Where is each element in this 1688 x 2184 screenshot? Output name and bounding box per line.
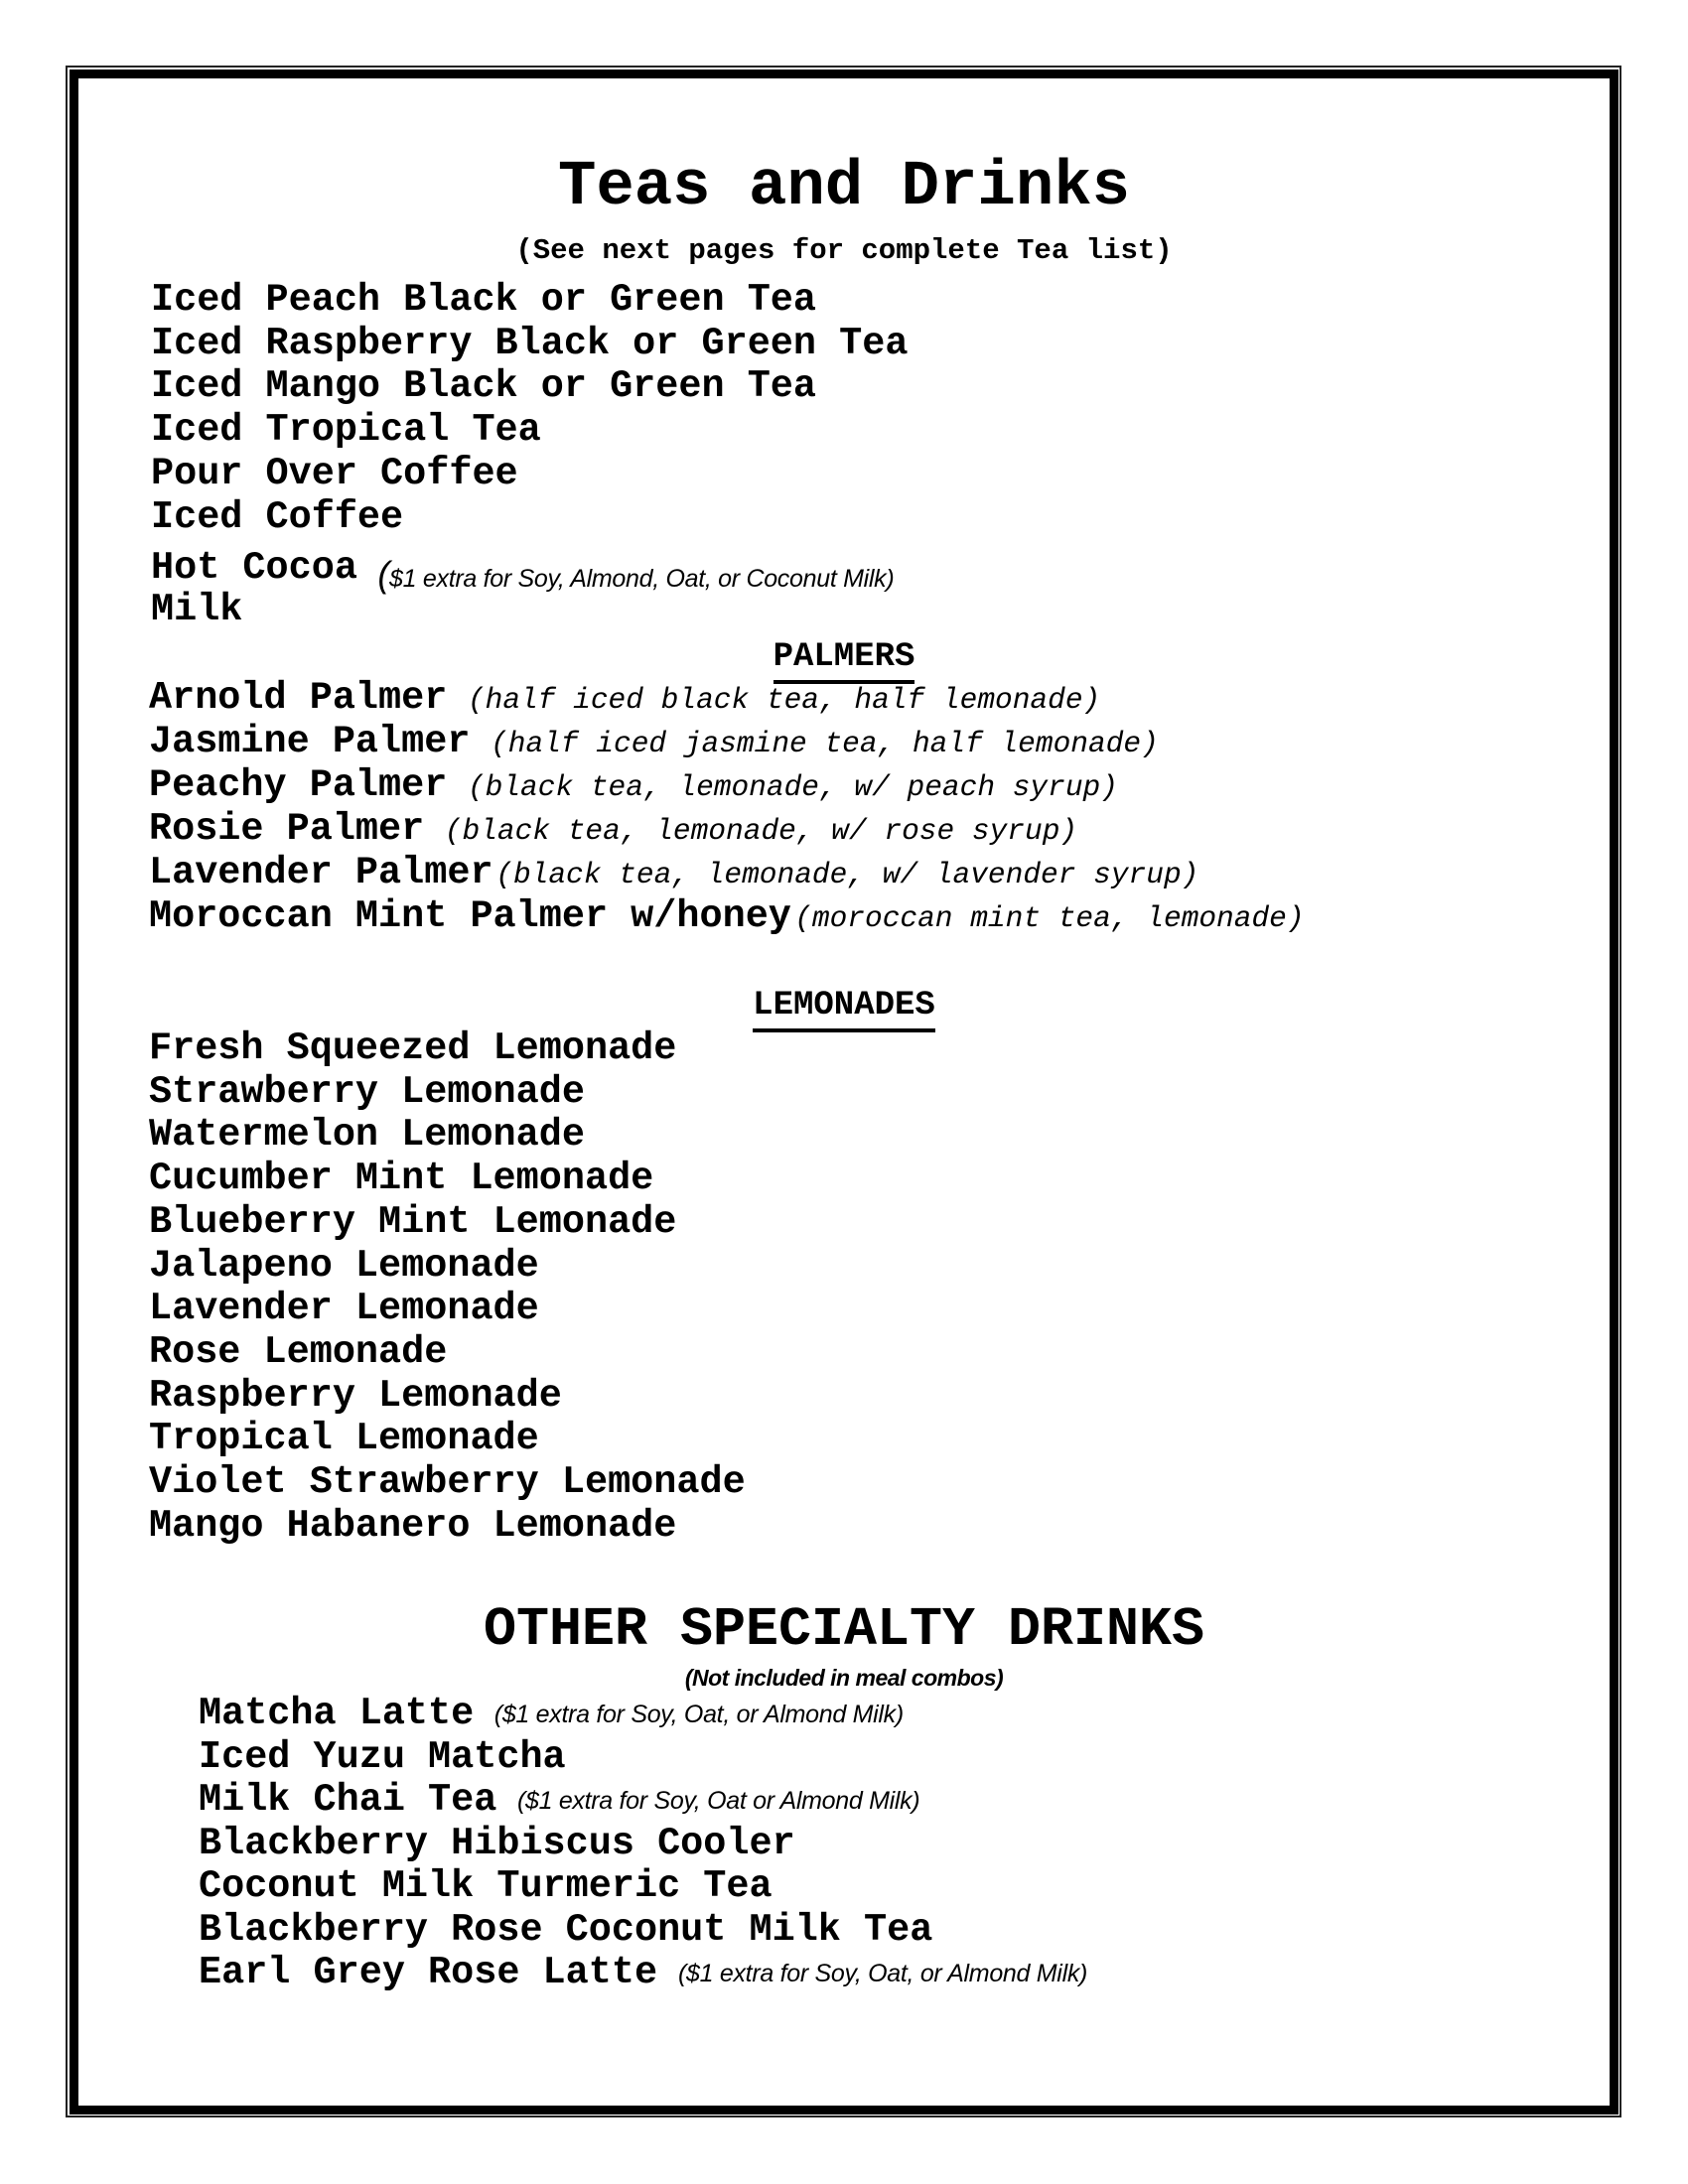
lemonades-heading: [0, 989, 1688, 1023]
specialty-heading: OTHER SPECIALTY DRINKS: [483, 1598, 1205, 1661]
item-note: [377, 554, 895, 595]
page-title: Teas and Drinks: [557, 152, 1131, 223]
item-name: Mango Habanero Lemonade: [149, 1504, 677, 1548]
item-name: Matcha Latte: [199, 1692, 475, 1735]
page-subtitle: (See next pages for complete Tea list): [515, 234, 1173, 267]
item-name: Tropical Lemonade: [149, 1417, 539, 1460]
note-text: $1 extra for Soy, Almond, Oat, or Coconut Milk): [389, 565, 895, 593]
lemonades-heading-text: LEMONADES: [753, 987, 935, 1032]
item-name: Fresh Squeezed Lemonade: [149, 1026, 677, 1070]
item-name: Raspberry Lemonade: [149, 1374, 562, 1418]
item-name: Hot Cocoa: [151, 546, 357, 590]
item-name: Rose Lemonade: [149, 1330, 448, 1374]
item-name: Earl Grey Rose Latte: [199, 1951, 658, 1994]
item-name: Iced Yuzu Matcha: [199, 1735, 566, 1779]
item-name: Watermelon Lemonade: [149, 1113, 585, 1157]
item-note: [494, 1703, 904, 1727]
item-description: (black tea, lemonade, w/ rose syrup): [444, 814, 1078, 848]
item-name: Pour Over Coffee: [151, 452, 518, 495]
item-name: Iced Raspberry Black or Green Tea: [151, 322, 909, 365]
item-name: Blueberry Mint Lemonade: [149, 1200, 677, 1244]
item-name: Jalapeno Lemonade: [149, 1244, 539, 1288]
item-name: Coconut Milk Turmeric Tea: [199, 1864, 773, 1908]
item-name: Milk: [151, 588, 243, 631]
item-name: Rosie Palmer: [149, 807, 425, 851]
item-name: Arnold Palmer: [149, 676, 448, 720]
item-description: (moroccan mint tea, lemonade): [794, 901, 1305, 935]
item-note: [517, 1789, 919, 1814]
item-description: (black tea, lemonade, w/ lavender syrup): [495, 858, 1199, 891]
palmers-heading-text: PALMERS: [774, 638, 915, 684]
item-description: (half iced black tea, half lemonade): [467, 683, 1101, 717]
item-name: Iced Coffee: [151, 495, 404, 539]
item-name: Moroccan Mint Palmer w/honey: [149, 894, 791, 938]
item-name: Jasmine Palmer: [149, 720, 471, 763]
note-text: ($1 extra for Soy, Oat, or Almond Milk): [678, 1960, 1088, 1987]
item-name: Violet Strawberry Lemonade: [149, 1460, 746, 1504]
item-description: (half iced jasmine tea, half lemonade): [491, 727, 1159, 760]
item-name: Iced Tropical Tea: [151, 408, 541, 452]
item-name: Lavender Palmer: [149, 851, 493, 894]
item-description: (black tea, lemonade, w/ peach syrup): [467, 770, 1118, 804]
item-name: Blackberry Rose Coconut Milk Tea: [199, 1908, 933, 1952]
item-name: Lavender Lemonade: [149, 1287, 539, 1330]
note-text: ($1 extra for Soy, Oat or Almond Milk): [516, 1787, 920, 1815]
note-text: ($1 extra for Soy, Oat, or Almond Milk): [493, 1701, 904, 1728]
item-note: [678, 1962, 1087, 1986]
item-name: Iced Peach Black or Green Tea: [151, 278, 817, 322]
palmers-heading: [0, 640, 1688, 674]
item-name: Peachy Palmer: [149, 763, 448, 807]
item-name: Cucumber Mint Lemonade: [149, 1157, 654, 1200]
item-name: Milk Chai Tea: [199, 1778, 497, 1822]
item-name: Blackberry Hibiscus Cooler: [199, 1822, 795, 1865]
item-name: Iced Mango Black or Green Tea: [151, 364, 817, 408]
item-name: Strawberry Lemonade: [149, 1070, 585, 1114]
note-paren: (: [377, 554, 390, 595]
specialty-note: (Not included in meal combos): [684, 1665, 1004, 1691]
